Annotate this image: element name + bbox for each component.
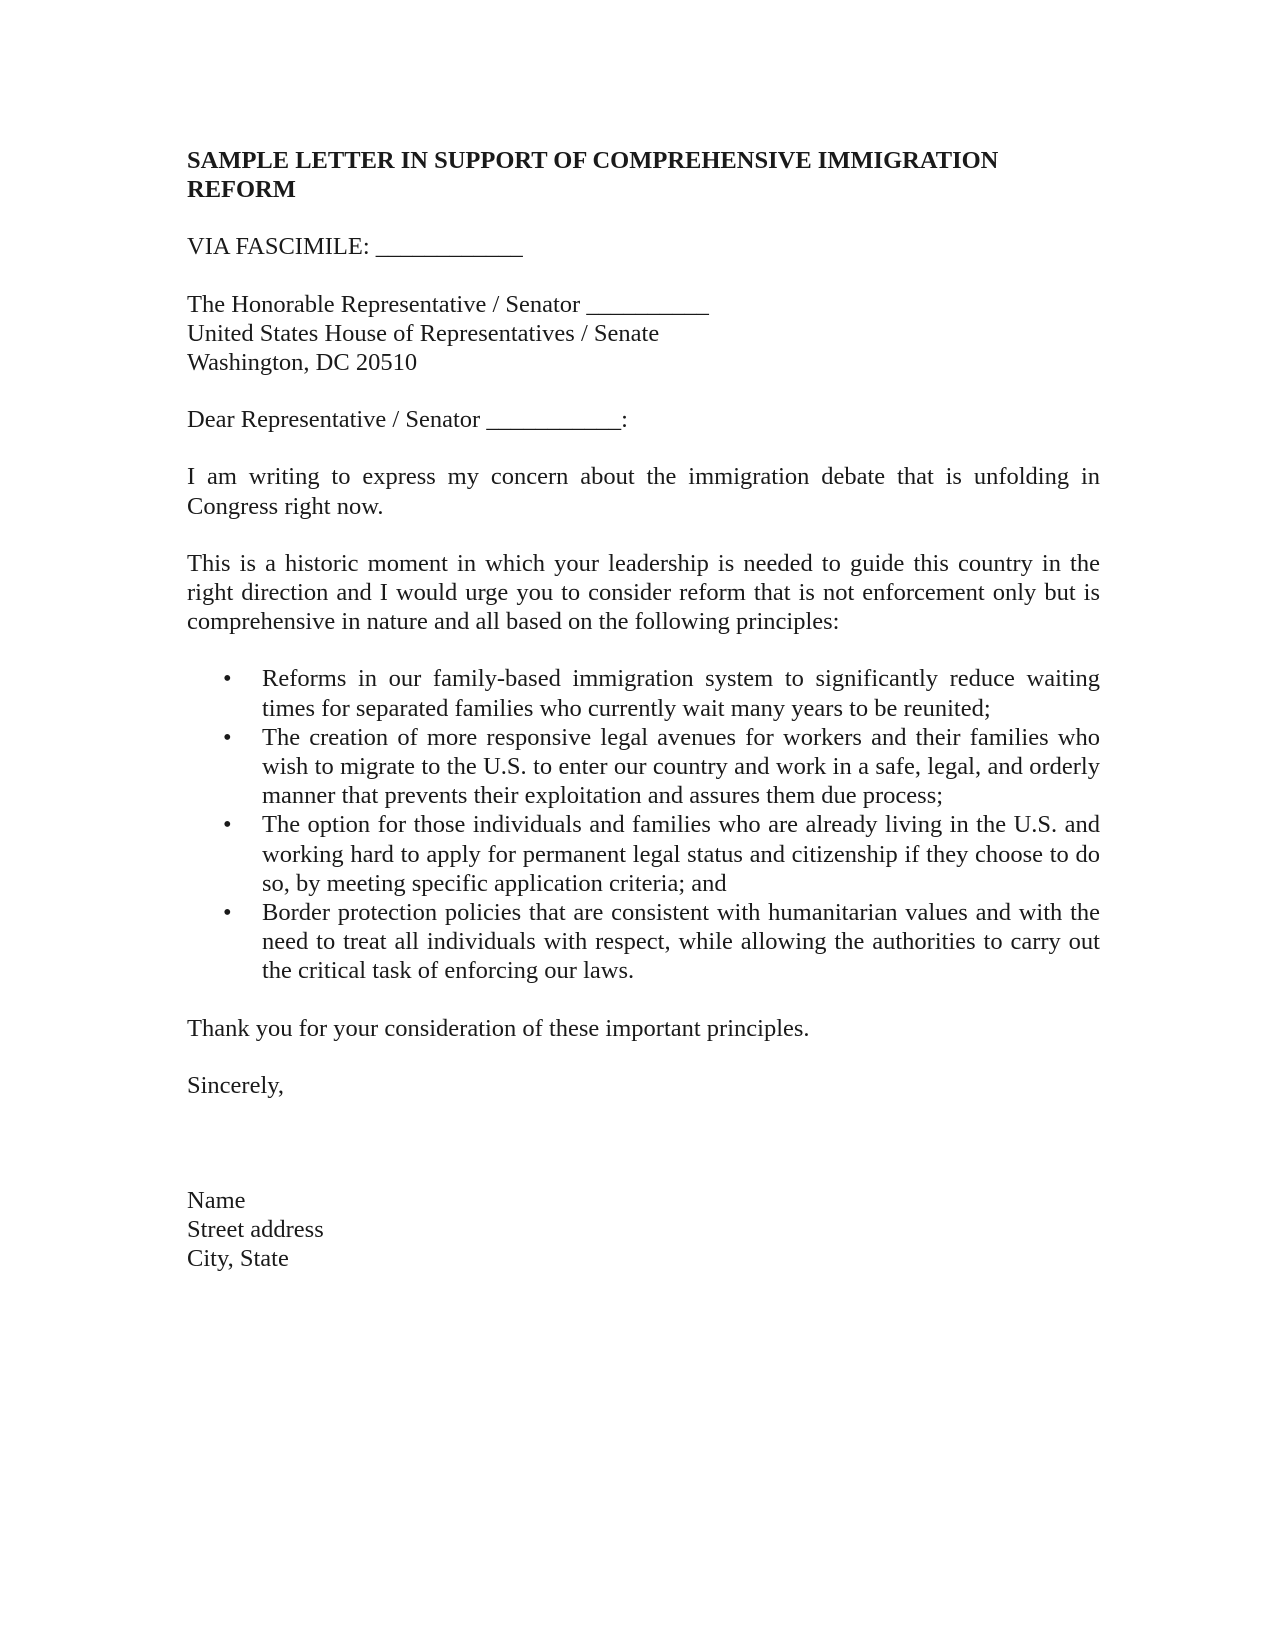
closing-paragraph: Thank you for your consideration of these important principles. <box>187 1014 810 1042</box>
recipient-line-1: The Honorable Representative / Senator __________ <box>187 290 709 318</box>
recipient-line-3: Washington, DC 20510 <box>187 349 418 377</box>
recipient-line-2: United States House of Representatives / Senate <box>187 319 660 347</box>
bullet-icon: • <box>223 811 232 839</box>
list-item-text: The option for those individuals and families who are already living in the U.S. and working hard to apply for permanent legal status and citizenship if they choose to do so, by meeting specific application criteria; and <box>262 811 1100 897</box>
salutation <box>187 405 1100 434</box>
principles-intro-paragraph: This is a historic moment in which your leadership is needed to guide this country in the right direction and I would urge you to consider reform that is not enforcement only but is comprehensive in nature and all based on the following principles: <box>187 549 1100 636</box>
list-item <box>187 723 1100 811</box>
signature-space <box>187 1100 1100 1186</box>
bullet-icon: • <box>223 899 232 927</box>
sender-city: City, State <box>187 1245 289 1273</box>
list-item-text: Reforms in our family-based immigration system to significantly reduce waiting times for separated families who currently wait many years to be reunited; <box>262 665 1100 722</box>
sender-street: Street address <box>187 1216 324 1244</box>
recipient-address <box>187 290 1100 378</box>
list-item <box>187 898 1100 986</box>
via-fax-line <box>187 232 1100 261</box>
sender-name: Name <box>187 1187 246 1215</box>
bullet-icon: • <box>223 723 232 751</box>
list-item <box>187 664 1100 722</box>
list-item <box>187 810 1100 898</box>
list-item-text: Border protection policies that are consistent with humanitarian values and with the need to treat all individuals with respect, while allowing the authorities to carry out the critical task of enforcing our laws. <box>262 899 1100 985</box>
list-item-text: The creation of more responsive legal avenues for workers and their families who wish to migrate to the U.S. to enter our country and work in a safe, legal, and orderly manner that prevents their exploitation and assures them due process; <box>262 723 1100 810</box>
signoff <box>187 1071 1100 1100</box>
signoff-text: Sincerely, <box>187 1071 285 1099</box>
letter-page <box>187 146 1100 1274</box>
via-fax-text: VIA FASCIMILE: ____________ <box>187 233 523 261</box>
principles-list <box>187 664 1100 985</box>
salutation-text: Dear Representative / Senator ___________: <box>187 406 628 434</box>
intro-paragraph: I am writing to express my concern about the immigration debate that is unfolding in Congress right now. <box>187 463 1100 520</box>
letter-title: SAMPLE LETTER IN SUPPORT OF COMPREHENSIVE IMMIGRATION REFORM <box>187 147 999 204</box>
sender-block <box>187 1186 1100 1274</box>
bullet-icon: • <box>223 665 232 693</box>
